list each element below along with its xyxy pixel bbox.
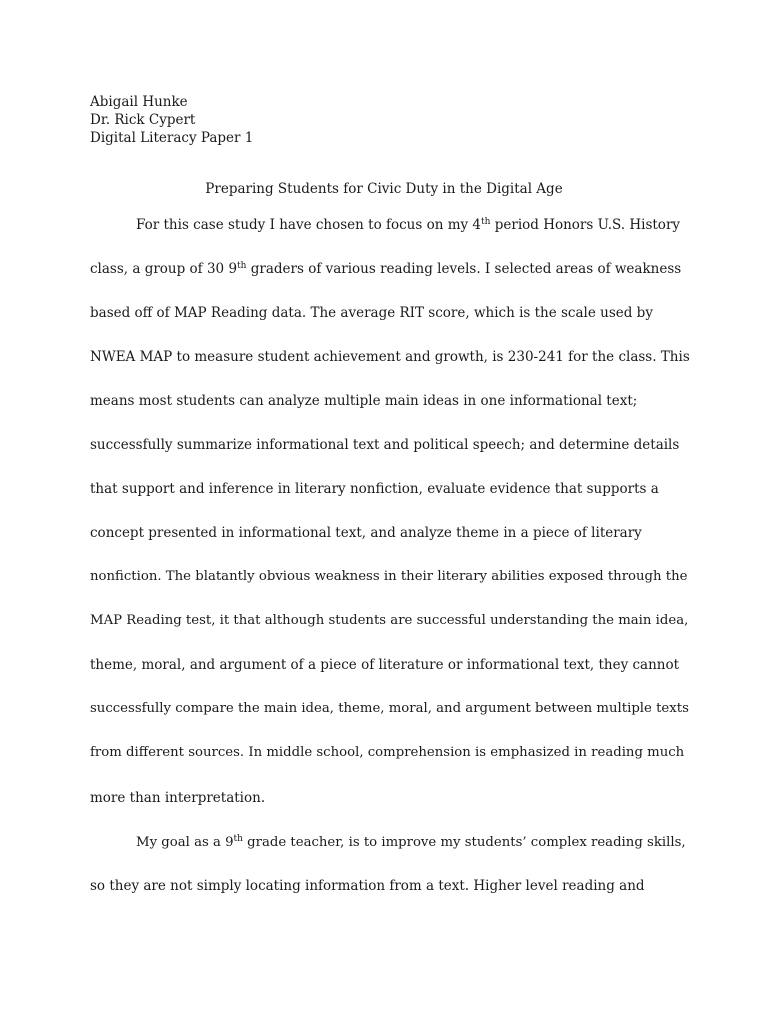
paragraph-1-line-3: based off of MAP Reading data. The average RIT score, which is the scale used by (90, 305, 653, 321)
paragraph-1-line-11: theme, moral, and argument of a piece of literature or informational text, they cannot (90, 657, 680, 673)
author-name: Abigail Hunke (90, 94, 188, 110)
paragraph-1-line-7: that support and inference in literary nonfiction, evaluate evidence that supports a (90, 481, 659, 497)
paragraph-1-line-4: NWEA MAP to measure student achievement and growth, is 230-241 for the class. This (90, 349, 690, 365)
paragraph-1-line-6: successfully summarize informational text and political speech; and determine details (90, 437, 680, 453)
instructor-name: Dr. Rick Cypert (90, 112, 196, 128)
paragraph-1-line-1: For this case study I have chosen to focus on my 4th period Honors U.S. History (136, 217, 681, 233)
paper-title: Preparing Students for Civic Duty in the Digital Age (205, 181, 563, 197)
assignment-name: Digital Literacy Paper 1 (90, 130, 254, 146)
paragraph-1-line-9: nonfiction. The blatantly obvious weakness in their literary abilities exposed through the (90, 569, 688, 584)
paragraph-1-line-12: successfully compare the main idea, theme, moral, and argument between multiple texts (90, 701, 689, 716)
paragraph-2-line-1: My goal as a 9th grade teacher, is to improve my students’ complex reading skills, (136, 834, 686, 850)
paragraph-1-line-14: more than interpretation. (90, 790, 266, 806)
paragraph-1-line-2: class, a group of 30 9th graders of various reading levels. I selected areas of weakness (90, 261, 682, 277)
paragraph-1-line-8: concept presented in informational text, and analyze theme in a piece of literary (90, 525, 642, 541)
paragraph-1-line-5: means most students can analyze multiple main ideas in one informational text; (90, 393, 638, 409)
paragraph-2-line-2: so they are not simply locating information from a text. Higher level reading and (90, 878, 645, 894)
paragraph-1-line-13: from different sources. In middle school, comprehension is emphasized in reading much (90, 745, 685, 760)
paragraph-1-line-10: MAP Reading test, it that although students are successful understanding the main idea, (90, 613, 689, 628)
